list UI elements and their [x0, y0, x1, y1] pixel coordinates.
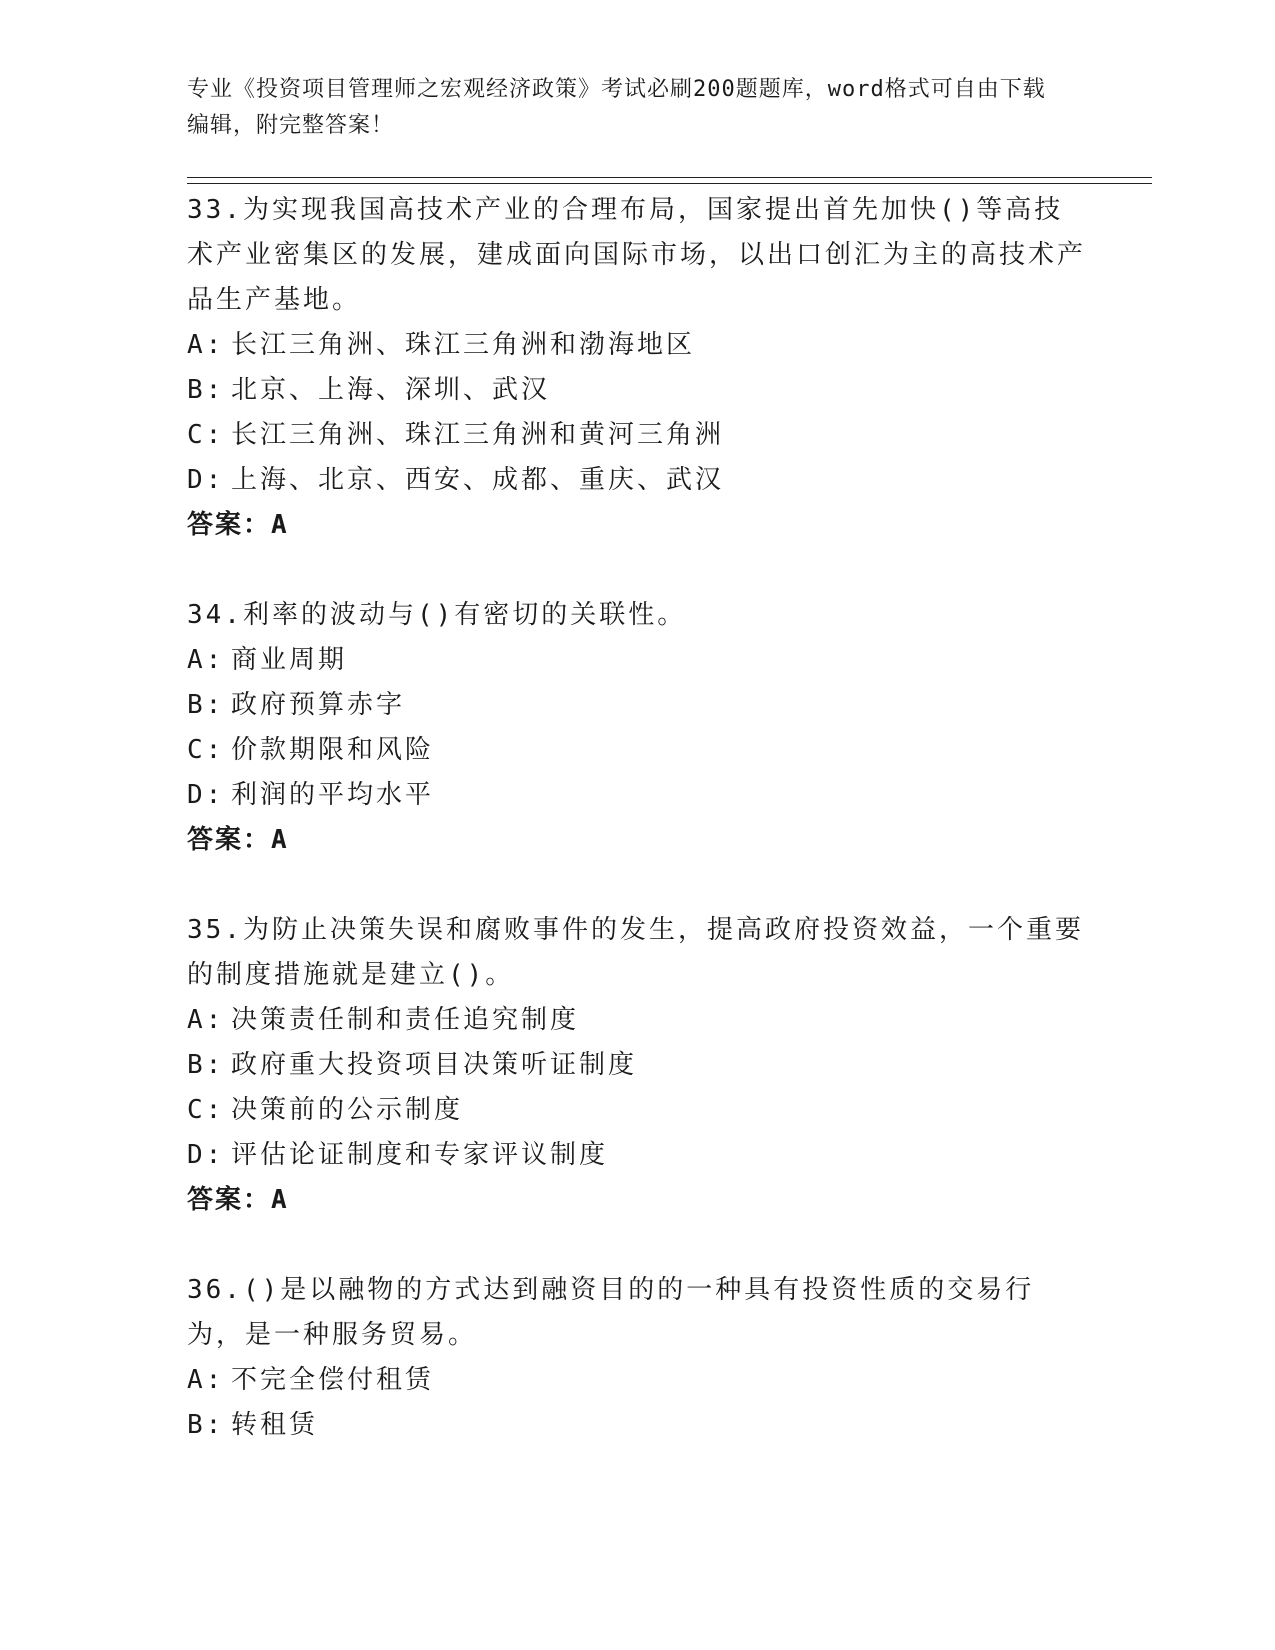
option-a: [187, 323, 1087, 368]
option-text: 转租赁: [231, 1410, 319, 1440]
answer-line: 答案：A: [187, 1185, 289, 1215]
option-letter: A:: [187, 330, 225, 360]
option-letter: D:: [187, 780, 225, 810]
option-letter: A:: [187, 645, 225, 675]
option-b: [187, 1403, 1087, 1448]
option-text: 价款期限和风险: [231, 735, 435, 765]
option-text: 利润的平均水平: [231, 780, 435, 810]
option-text: 北京、上海、深圳、武汉: [231, 375, 551, 405]
option-c: [187, 1088, 1087, 1133]
option-letter: B:: [187, 1410, 225, 1440]
option-c: [187, 413, 1087, 458]
option-text: 决策责任制和责任追究制度: [231, 1005, 580, 1035]
option-text: 评估论证制度和专家评议制度: [231, 1140, 609, 1170]
option-text: 政府预算赤字: [231, 690, 406, 720]
option-text: 决策前的公示制度: [231, 1095, 464, 1125]
header-divider-bottom: [187, 183, 1152, 184]
option-letter: D:: [187, 465, 225, 495]
question-36: [187, 1268, 1087, 1448]
option-letter: A:: [187, 1365, 225, 1395]
option-text: 长江三角洲、珠江三角洲和渤海地区: [231, 330, 696, 360]
header-divider-top: [187, 177, 1152, 178]
option-a: [187, 638, 1087, 683]
option-c: [187, 728, 1087, 773]
option-text: 政府重大投资项目决策听证制度: [231, 1050, 638, 1080]
option-b: [187, 368, 1087, 413]
option-letter: B:: [187, 1050, 225, 1080]
option-letter: B:: [187, 690, 225, 720]
option-d: [187, 458, 1087, 503]
option-b: [187, 683, 1087, 728]
question-35: [187, 908, 1087, 1223]
option-text: 长江三角洲、珠江三角洲和黄河三角洲: [231, 420, 725, 450]
option-text: 上海、北京、西安、成都、重庆、武汉: [231, 465, 725, 495]
document-intro: 专业《投资项目管理师之宏观经济政策》考试必刷200题题库，word格式可自由下载编辑，附完整答案！: [187, 77, 1046, 138]
question-stem: 34.利率的波动与()有密切的关联性。: [187, 600, 687, 630]
question-stem: 33.为实现我国高技术产业的合理布局，国家提出首先加快()等高技术产业密集区的发展，建成面向国际市场，以出口创汇为主的高技术产品生产基地。: [187, 195, 1087, 315]
question-33: [187, 188, 1087, 548]
option-a: [187, 1358, 1087, 1403]
answer-line: 答案：A: [187, 510, 289, 540]
question-list: [187, 188, 1087, 1493]
option-letter: B:: [187, 375, 225, 405]
question-34: [187, 593, 1087, 863]
question-stem: 35.为防止决策失误和腐败事件的发生，提高政府投资效益，一个重要的制度措施就是建立()。: [187, 915, 1084, 990]
option-a: [187, 998, 1087, 1043]
option-letter: A:: [187, 1005, 225, 1035]
option-letter: C:: [187, 420, 225, 450]
option-text: 商业周期: [231, 645, 348, 675]
option-d: [187, 1133, 1087, 1178]
option-d: [187, 773, 1087, 818]
option-letter: C:: [187, 735, 225, 765]
question-stem: 36.()是以融物的方式达到融资目的的一种具有投资性质的交易行为，是一种服务贸易。: [187, 1275, 1035, 1350]
answer-line: 答案：A: [187, 825, 289, 855]
option-letter: D:: [187, 1140, 225, 1170]
option-text: 不完全偿付租赁: [231, 1365, 435, 1395]
option-letter: C:: [187, 1095, 225, 1125]
option-b: [187, 1043, 1087, 1088]
